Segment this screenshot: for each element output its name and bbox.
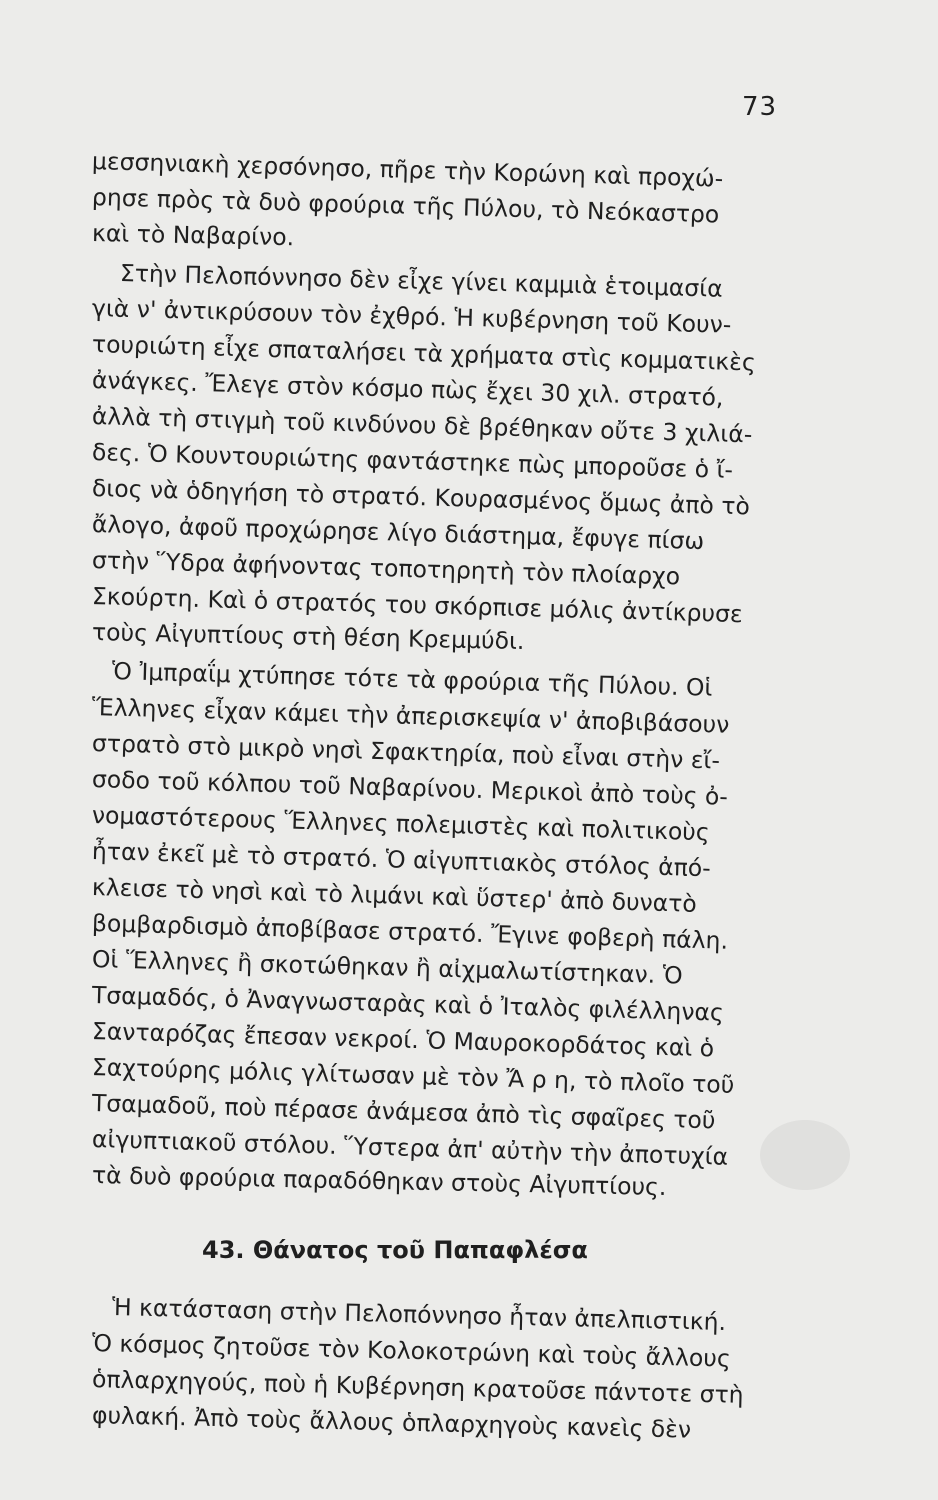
text-line: Ὁ Ἰμπραΐμ χτύπησε τότε τὰ φρούρια τῆς Πύλου. Οἱ — [111, 657, 713, 702]
text-line: βομβαρδισμὸ ἀποβίβασε στρατό. Ἔγινε φοβερὴ πάλη. — [91, 909, 729, 955]
text-line: τὰ δυὸ φρούρια παραδόθηκαν στοὺς Αἰγυπτίους. — [91, 1161, 667, 1202]
text-line: τουριώτη εἶχε σπαταλήσει τὰ χρήματα στὶς κομματικὲς — [91, 330, 757, 377]
text-line: Στὴν Πελοπόννησο δὲν εἶχε γίνει καμμιὰ ἑτοιμασία — [119, 259, 724, 303]
text-line: ἄλογο, ἀφοῦ προχώρησε λίγο διάστημα, ἔφυγε πίσω — [91, 510, 705, 556]
page-number: 73 — [742, 92, 778, 122]
text-line: μεσσηνιακὴ χερσόνησο, πῆρε τὴν Κορώνη καὶ προχώ- — [91, 147, 724, 193]
text-line: Τσαμαδοῦ, ποὺ πέρασε ἀνάμεσα ἀπὸ τὶς σφαῖρες τοῦ — [91, 1089, 716, 1135]
text-line: αἰγυπτιακοῦ στόλου. Ὕστερα ἀπ' αὐτὴν τὴν ἀποτυχία — [91, 1125, 729, 1171]
text-line: δες. Ὁ Κουντουριώτης φαντάστηκε πὼς μποροῦσε ὁ ἴ- — [91, 438, 734, 484]
text-line: ἀλλὰ τὴ στιγμὴ τοῦ κινδύνου δὲ βρέθηκαν οὔτε 3 χιλιά- — [91, 402, 753, 449]
text-line: νομαστότερους Ἕλληνες πολεμιστὲς καὶ πολιτικοὺς — [91, 801, 711, 847]
text-line: Ἡ κατάσταση στὴν Πελοπόννησο ἦταν ἀπελπιστική. — [111, 1293, 727, 1337]
page-stain — [760, 1120, 850, 1190]
text-line: γιὰ ν' ἀντικρύσουν τὸν ἐχθρό. Ἡ κυβέρνηση τοῦ Κουν- — [91, 294, 732, 339]
text-line: Σανταρόζας ἔπεσαν νεκροί. Ὁ Μαυροκορδάτος καὶ ὁ — [91, 1017, 715, 1063]
text-line: Ἕλληνες εἶχαν κάμει τὴν ἀπερισκεψία ν' ἀποβιβάσουν — [91, 693, 730, 739]
text-line: φυλακή. Ἀπὸ τοὺς ἄλλους ὁπλαρχηγοὺς κανεὶς δὲν — [91, 1401, 692, 1444]
text-line: Σαχτούρης μόλις γλίτωσαν μὲ τὸν Ἄ ρ η, τὸ πλοῖο τοῦ — [91, 1053, 735, 1099]
text-line: ὁπλαρχηγούς, ποὺ ἡ Κυβέρνηση κρατοῦσε πάντοτε στὴ — [91, 1365, 744, 1409]
text-line: σοδο τοῦ κόλπου τοῦ Ναβαρίνου. Μερικοὶ ἀπὸ τοὺς ὀ- — [91, 765, 729, 811]
text-line: Οἱ Ἕλληνες ἢ σκοτώθηκαν ἢ αἰχμαλωτίστηκαν. Ὁ — [91, 945, 684, 990]
text-line: ἦταν ἐκεῖ μὲ τὸ στρατό. Ὁ αἰγυπτιακὸς στόλος ἀπό- — [91, 837, 712, 883]
text-line: καὶ τὸ Ναβαρίνο. — [91, 219, 295, 252]
text-line: Ὁ κόσμος ζητοῦσε τὸν Κολοκοτρώνη καὶ τοὺς ἄλλους — [91, 1329, 732, 1373]
text-line: τοὺς Αἰγυπτίους στὴ θέση Κρεμμύδι. — [91, 618, 525, 656]
section-heading: 43. Θάνατος τοῦ Παπαφλέσα — [202, 1236, 588, 1264]
text-line: στὴν Ὕδρα ἀφήνοντας τοποτηρητὴ τὸν πλοίαρχο — [91, 546, 681, 591]
text-line: Τσαμαδός, ὁ Ἀναγνωσταρὰς καὶ ὁ Ἰταλὸς φιλέλληνας — [91, 981, 725, 1027]
text-line: ρησε πρὸς τὰ δυὸ φρούρια τῆς Πύλου, τὸ Νεόκαστρο — [91, 183, 720, 229]
text-line: ἀνάγκες. Ἔλεγε στὸν κόσμο πὼς ἔχει 30 χιλ. στρατό, — [91, 366, 724, 412]
text-line: στρατὸ στὸ μικρὸ νησὶ Σφακτηρία, ποὺ εἶναι στὴν εἴ- — [91, 729, 721, 775]
text-line: κλεισε τὸ νησὶ καὶ τὸ λιμάνι καὶ ὕστερ' ἀπὸ δυνατὸ — [91, 873, 698, 918]
text-line: Σκούρτη. Καὶ ὁ στρατός του σκόρπισε μόλις ἀντίκρυσε — [91, 582, 744, 629]
text-line: διος νὰ ὁδηγήση τὸ στρατό. Κουρασμένος ὅμως ἀπὸ τὸ — [91, 474, 751, 521]
